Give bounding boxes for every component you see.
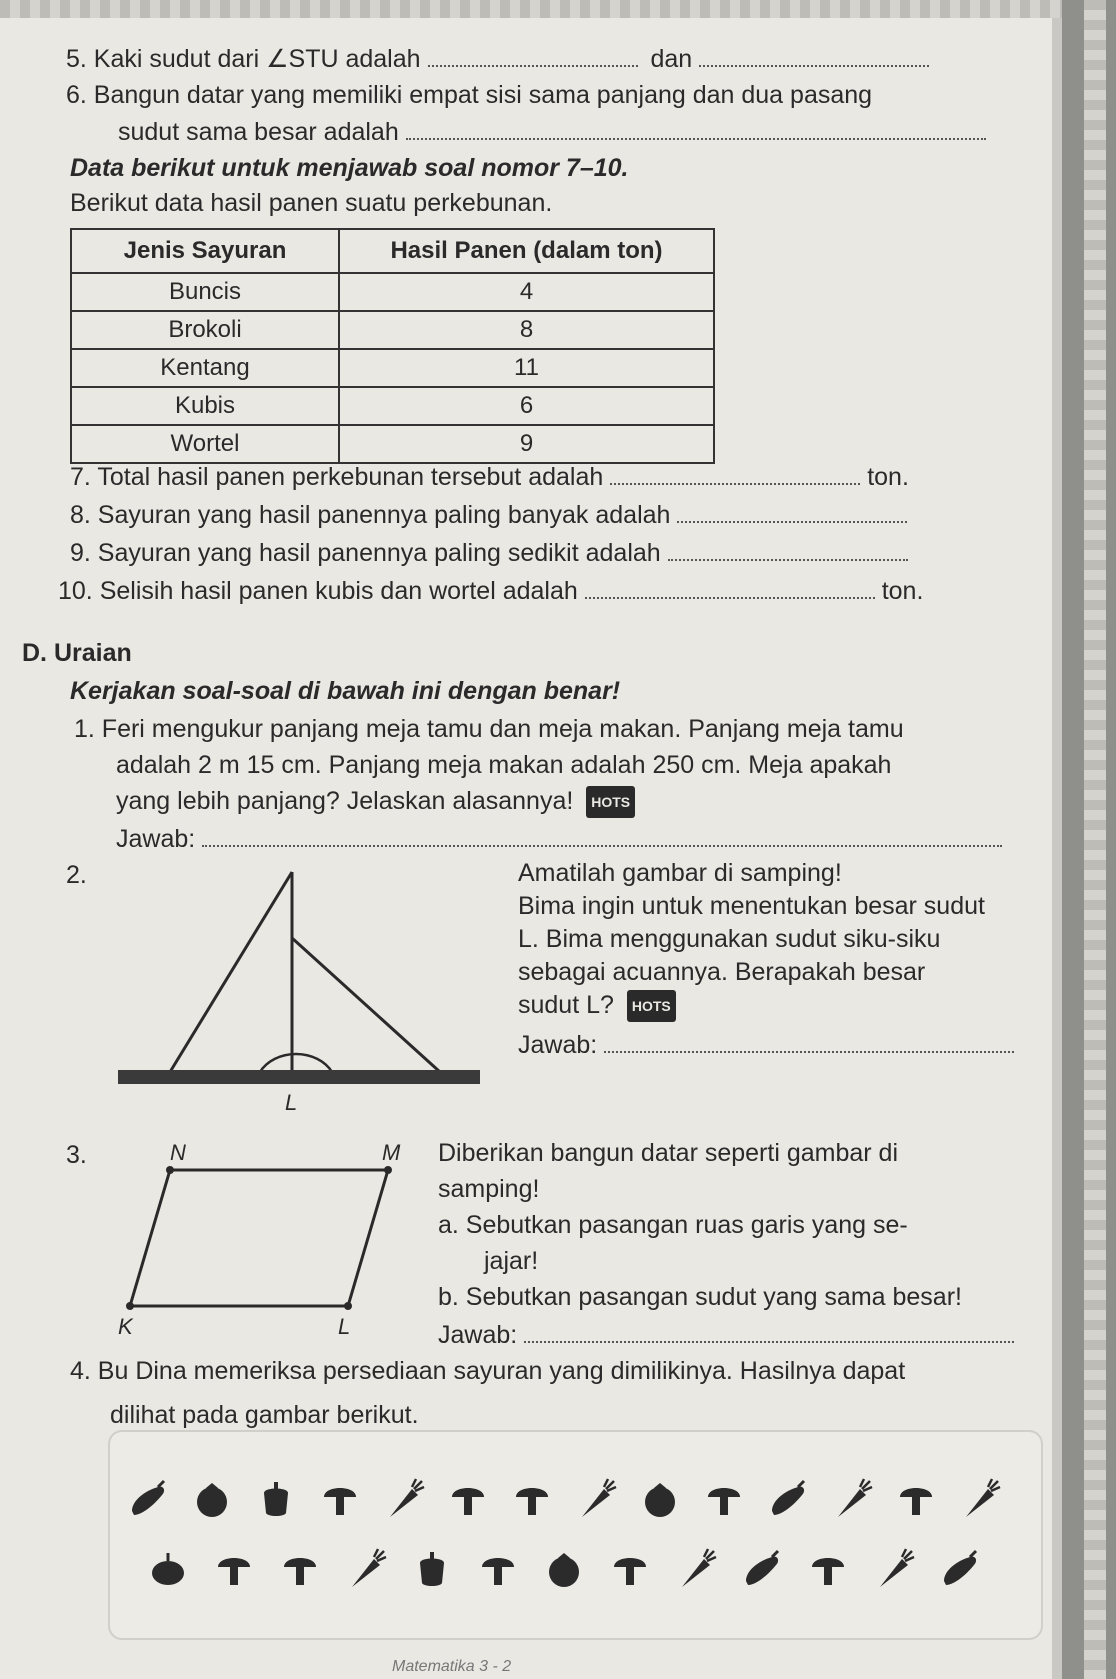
vertex-m xyxy=(384,1166,392,1174)
table-cell: Buncis xyxy=(71,273,339,311)
question-7-text: 7. Total hasil panen perkebunan tersebut adalah xyxy=(70,463,604,491)
harvest-table xyxy=(70,228,715,464)
vertex-k xyxy=(126,1302,134,1310)
answer-blank xyxy=(585,577,875,599)
essay-1-line3 xyxy=(116,786,635,818)
label-n: N xyxy=(170,1140,186,1165)
section-d-title: D. Uraian xyxy=(22,639,132,667)
essay-3-line: jajar! xyxy=(484,1247,539,1275)
hots-badge: HOTS xyxy=(586,786,635,818)
carrot-icon xyxy=(574,1477,618,1526)
answer-blank xyxy=(406,118,986,140)
table-cell: 9 xyxy=(339,425,714,463)
carrot-icon xyxy=(674,1547,718,1596)
section-d-instruction: Kerjakan soal-soal di bawah ini dengan benar! xyxy=(70,677,621,705)
answer-label: Jawab: xyxy=(116,825,196,853)
answer-blank xyxy=(610,463,860,485)
angle-arc xyxy=(260,1054,332,1072)
answer-blank xyxy=(677,501,907,523)
question-7-unit: ton. xyxy=(867,463,909,491)
question-10 xyxy=(58,576,923,606)
question-8-text: 8. Sayuran yang hasil panennya paling banyak adalah xyxy=(70,501,671,529)
mushroom-icon xyxy=(894,1477,938,1526)
carrot-icon xyxy=(872,1547,916,1596)
mushroom-icon xyxy=(476,1547,520,1596)
answer-blank xyxy=(604,1031,1014,1053)
label-l: L xyxy=(338,1314,351,1338)
mushroom-icon xyxy=(510,1477,554,1526)
vertex-l xyxy=(344,1302,352,1310)
essay-2-line xyxy=(518,990,676,1022)
question-6-text: sudut sama besar adalah xyxy=(118,118,399,146)
column-header: Jenis Sayuran xyxy=(71,229,339,273)
table-row xyxy=(71,425,714,463)
table-row xyxy=(71,387,714,425)
page-footer: Matematika 3 - 2 xyxy=(392,1658,512,1675)
mushroom-icon xyxy=(446,1477,490,1526)
answer-blank xyxy=(202,825,1002,847)
label-k: K xyxy=(118,1314,133,1338)
essay-2-number: 2. xyxy=(66,861,87,889)
essay-2-answer xyxy=(518,1030,1014,1060)
essay-4-line1: 4. Bu Dina memeriksa persediaan sayuran yang dimilikinya. Hasilnya dapat xyxy=(70,1357,906,1385)
question-9 xyxy=(70,538,908,568)
data-intro: Data berikut untuk menjawab soal nomor 7–10. xyxy=(70,154,629,182)
bell-pepper-icon xyxy=(410,1547,454,1596)
table-cell: Kubis xyxy=(71,387,339,425)
essay-1-line1: 1. Feri mengukur panjang meja tamu dan meja makan. Panjang meja tamu xyxy=(74,715,904,743)
mushroom-icon xyxy=(278,1547,322,1596)
question-8 xyxy=(70,500,907,530)
answer-blank xyxy=(699,45,929,67)
essay-4-line2: dilihat pada gambar berikut. xyxy=(110,1401,419,1429)
essay-3-line: b. Sebutkan pasangan sudut yang sama besar! xyxy=(438,1283,962,1311)
essay-1-text: yang lebih panjang? Jelaskan alasannya! xyxy=(116,787,574,815)
answer-blank xyxy=(524,1321,1014,1343)
table-cell: 6 xyxy=(339,387,714,425)
mushroom-icon xyxy=(702,1477,746,1526)
page-top-border xyxy=(0,0,1062,18)
angle-label: L xyxy=(285,1090,298,1115)
table-cell: 8 xyxy=(339,311,714,349)
question-5-and: dan xyxy=(650,45,693,73)
onion-icon xyxy=(146,1547,190,1596)
essay-2-line: Amatilah gambar di samping! xyxy=(518,859,842,887)
tomato-icon xyxy=(542,1547,586,1596)
carrot-icon xyxy=(830,1477,874,1526)
tomato-icon xyxy=(190,1477,234,1526)
table-row xyxy=(71,311,714,349)
tomato-icon xyxy=(638,1477,682,1526)
angle-ray-left xyxy=(170,872,292,1072)
question-9-text: 9. Sayuran yang hasil panennya paling sedikit adalah xyxy=(70,539,661,567)
hots-badge: HOTS xyxy=(627,990,676,1022)
answer-label: Jawab: xyxy=(518,1031,598,1059)
essay-3-number: 3. xyxy=(66,1141,87,1169)
page-side-border xyxy=(1084,0,1106,1679)
eggplant-icon xyxy=(740,1547,784,1596)
mushroom-icon xyxy=(806,1547,850,1596)
essay-3-line: a. Sebutkan pasangan ruas garis yang se- xyxy=(438,1211,908,1239)
eggplant-icon xyxy=(766,1477,810,1526)
parallelogram-shape xyxy=(130,1170,388,1306)
question-6-line2 xyxy=(118,117,986,147)
table-row xyxy=(71,349,714,387)
question-10-text: 10. Selisih hasil panen kubis dan wortel adalah xyxy=(58,577,578,605)
table-cell: Brokoli xyxy=(71,311,339,349)
answer-blank xyxy=(668,539,908,561)
angle-ray-right xyxy=(292,938,440,1072)
answer-label: Jawab: xyxy=(438,1321,518,1349)
question-7 xyxy=(70,462,909,492)
table-row xyxy=(71,273,714,311)
question-5-text: 5. Kaki sudut dari ∠STU adalah xyxy=(66,45,421,73)
essay-2-line: Bima ingin untuk menentukan besar sudut xyxy=(518,892,985,920)
eggplant-icon xyxy=(938,1547,982,1596)
carrot-icon xyxy=(958,1477,1002,1526)
question-5 xyxy=(66,44,929,74)
vegetable-picture-box xyxy=(108,1430,1043,1640)
question-10-unit: ton. xyxy=(881,577,924,605)
mushroom-icon xyxy=(608,1547,652,1596)
essay-2-line: L. Bima menggunakan sudut siku-siku xyxy=(518,925,941,953)
table-cell: Wortel xyxy=(71,425,339,463)
label-m: M xyxy=(382,1140,401,1165)
essay-3-line: Diberikan bangun datar seperti gambar di xyxy=(438,1139,898,1167)
bell-pepper-icon xyxy=(254,1477,298,1526)
essay-3-line: samping! xyxy=(438,1175,540,1203)
table-cell: Kentang xyxy=(71,349,339,387)
essay-2-text: sudut L? xyxy=(518,991,614,1019)
mushroom-icon xyxy=(318,1477,362,1526)
essay-3-answer xyxy=(438,1320,1014,1350)
carrot-icon xyxy=(344,1547,388,1596)
question-6-line1: 6. Bangun datar yang memiliki empat sisi sama panjang dan dua pasang xyxy=(66,81,873,109)
angle-figure xyxy=(110,860,490,1120)
mushroom-icon xyxy=(212,1547,256,1596)
column-header: Hasil Panen (dalam ton) xyxy=(339,229,714,273)
answer-blank xyxy=(428,45,638,67)
table-cell: 4 xyxy=(339,273,714,311)
table-caption: Berikut data hasil panen suatu perkebunan. xyxy=(70,189,553,217)
vertex-n xyxy=(166,1166,174,1174)
table-cell: 11 xyxy=(339,349,714,387)
ground-base xyxy=(118,1070,480,1084)
eggplant-icon xyxy=(126,1477,170,1526)
parallelogram-figure xyxy=(110,1138,420,1338)
essay-1-line2: adalah 2 m 15 cm. Panjang meja makan adalah 250 cm. Meja apakah xyxy=(116,751,892,779)
table-header-row xyxy=(71,229,714,273)
essay-2-line: sebagai acuannya. Berapakah besar xyxy=(518,958,926,986)
carrot-icon xyxy=(382,1477,426,1526)
essay-1-answer xyxy=(116,824,1002,854)
